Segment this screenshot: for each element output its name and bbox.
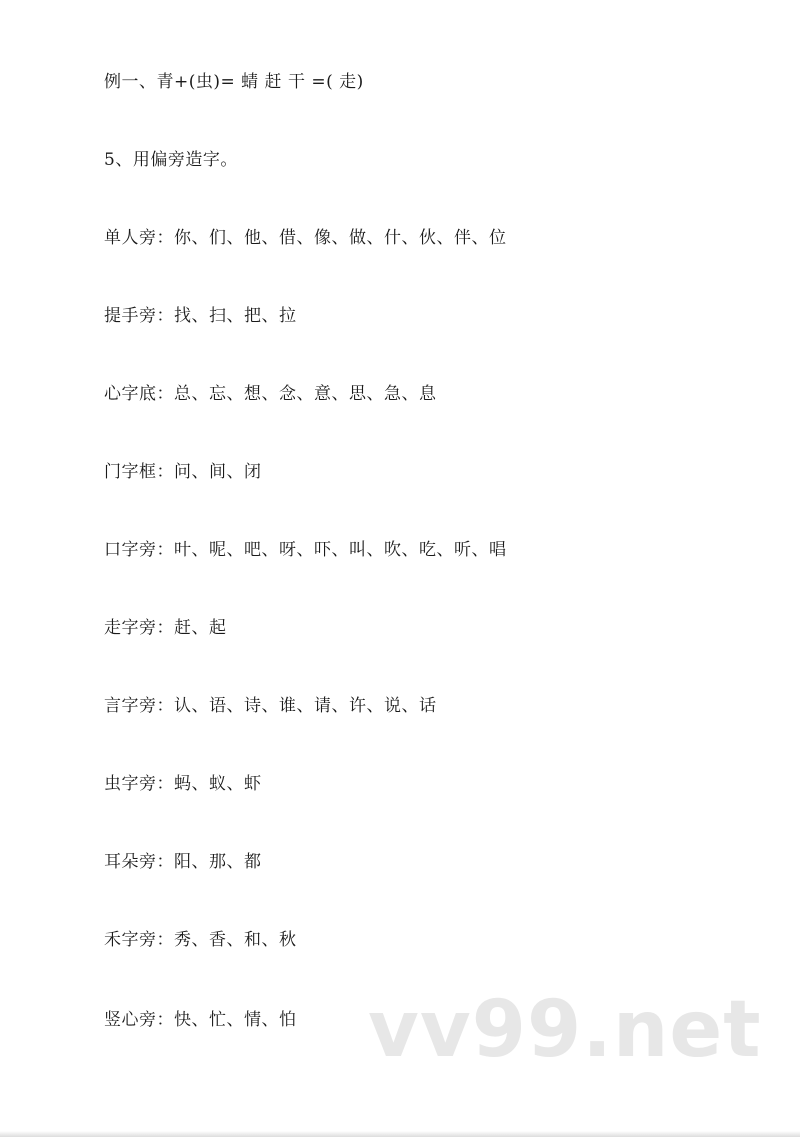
radical-line-erduopang: 耳朵旁：阳、那、都 [104, 852, 262, 872]
radical-line-danrenpang: 单人旁：你、们、他、借、像、做、什、伙、伴、位 [104, 228, 507, 248]
radical-line-tishoupang: 提手旁：找、扫、把、拉 [104, 306, 297, 326]
example-line: 例一、青+(虫)= 蜻 赶 干 =( 走) [104, 72, 364, 92]
radical-line-shuxinpang: 竖心旁：快、忙、情、怕 [104, 1010, 297, 1030]
radical-line-menzikuang: 门字框：问、间、闭 [104, 462, 262, 482]
radical-line-chongzipang: 虫字旁：蚂、蚁、虾 [104, 774, 262, 794]
radical-line-yanzipang: 言字旁：认、语、诗、谁、请、许、说、话 [104, 696, 437, 716]
page-bottom-edge [0, 1131, 800, 1137]
radical-line-hezipang: 禾字旁：秀、香、和、秋 [104, 930, 297, 950]
watermark: vv99.net [368, 985, 762, 1075]
section-heading: 5、用偏旁造字。 [104, 150, 238, 170]
radical-line-zouzipang: 走字旁：赶、起 [104, 618, 227, 638]
radical-line-xinzidi: 心字底：总、忘、想、念、意、思、急、息 [104, 384, 437, 404]
radical-line-kouzipang: 口字旁：叶、呢、吧、呀、吓、叫、吹、吃、听、唱 [104, 540, 507, 560]
